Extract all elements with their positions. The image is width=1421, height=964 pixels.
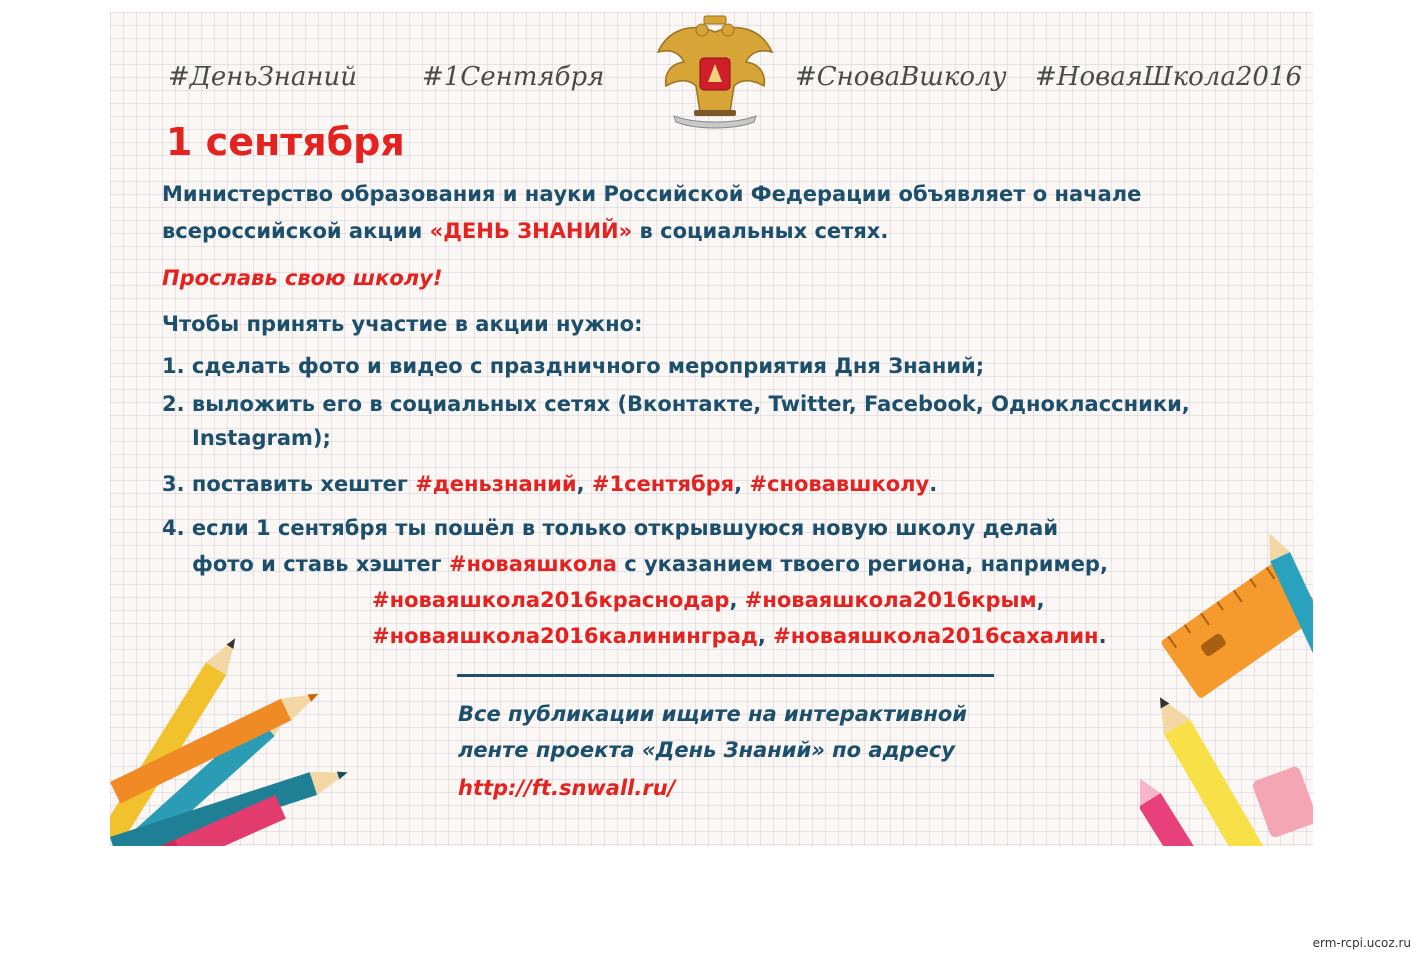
- step-3-end: .: [929, 472, 938, 496]
- example-hashtag-krym: #новаяшкола2016крым: [744, 588, 1037, 612]
- step-2-line-1: 2. выложить его в социальных сетях (Вконтакте, Twitter, Facebook, Одноклассники,: [162, 392, 1190, 416]
- example-hashtag-kaliningrad: #новаяшкола2016калининград: [372, 624, 758, 648]
- coat-of-arms-emblem: [650, 12, 780, 132]
- intro-line-2-end: в социальных сетях.: [632, 219, 889, 243]
- publications-line-1: Все публикации ищите на интерактивной: [458, 702, 967, 726]
- intro-campaign-name: «ДЕНЬ ЗНАНИЙ»: [429, 219, 633, 243]
- hashtag-novaya-shkola-2016: #НоваяШкола2016: [1035, 62, 1303, 92]
- step-4-examples-line-1: [372, 588, 1045, 612]
- step-4-line-1: 4. если 1 сентября ты пошёл в только открывшуюся новую школу делай: [162, 516, 1059, 540]
- step-4-line-2-text: фото и ставь хэштег: [192, 552, 449, 576]
- site-watermark: erm-rcpi.ucoz.ru: [1312, 936, 1411, 950]
- step-3: [162, 472, 937, 496]
- intro-line-1: Министерство образования и науки Российской Федерации объявляет о начале: [162, 182, 1142, 206]
- intro-line-2: [162, 219, 888, 243]
- step-3-text: 3. поставить хештег: [162, 472, 416, 496]
- step-2-line-2: Instagram);: [192, 426, 331, 450]
- example-end: .: [1098, 624, 1107, 648]
- participation-intro: Чтобы принять участие в акции нужно:: [162, 312, 643, 336]
- example-sep-1: ,: [729, 588, 745, 612]
- page-title: 1 сентября: [166, 120, 405, 164]
- hashtag-snova-v-shkolu: #СноваВшколу: [795, 62, 1007, 92]
- example-hashtag-krasnodar: #новаяшкола2016краснодар: [372, 588, 730, 612]
- step-3-hashtag-1: #деньзнаний: [415, 472, 577, 496]
- hashtag-1-sentyabrya: #1Сентября: [422, 62, 605, 92]
- project-url-link[interactable]: http://ft.snwall.ru/: [458, 776, 676, 800]
- step-4-examples-line-2: [372, 624, 1107, 648]
- example-hashtag-sakhalin: #новаяшкола2016сахалин: [773, 624, 1099, 648]
- ruler-and-pencils-illustration: [1140, 532, 1313, 846]
- step-4-line-2-end: с указанием твоего региона, например,: [616, 552, 1108, 576]
- hashtag-den-znaniy: #ДеньЗнаний: [168, 62, 358, 92]
- step-4-hashtag: #новаяшкола: [448, 552, 617, 576]
- step-3-sep-1: ,: [576, 472, 592, 496]
- divider: [457, 674, 994, 677]
- step-3-hashtag-2: #1сентября: [591, 472, 735, 496]
- example-sep-2: ,: [1036, 588, 1045, 612]
- slogan: Прославь свою школу!: [162, 266, 443, 290]
- publications-line-2: ленте проекта «День Знаний» по адресу: [458, 738, 955, 762]
- example-sep-3: ,: [757, 624, 774, 648]
- step-4-line-2: [192, 552, 1108, 576]
- step-3-sep-2: ,: [734, 472, 750, 496]
- step-1: 1. сделать фото и видео с праздничного мероприятия Дня Знаний;: [162, 354, 985, 378]
- announcement-card: [110, 12, 1313, 846]
- intro-line-2-text: всероссийской акции: [162, 219, 430, 243]
- step-3-hashtag-3: #сновавшколу: [749, 472, 930, 496]
- pencils-illustration: [110, 582, 370, 846]
